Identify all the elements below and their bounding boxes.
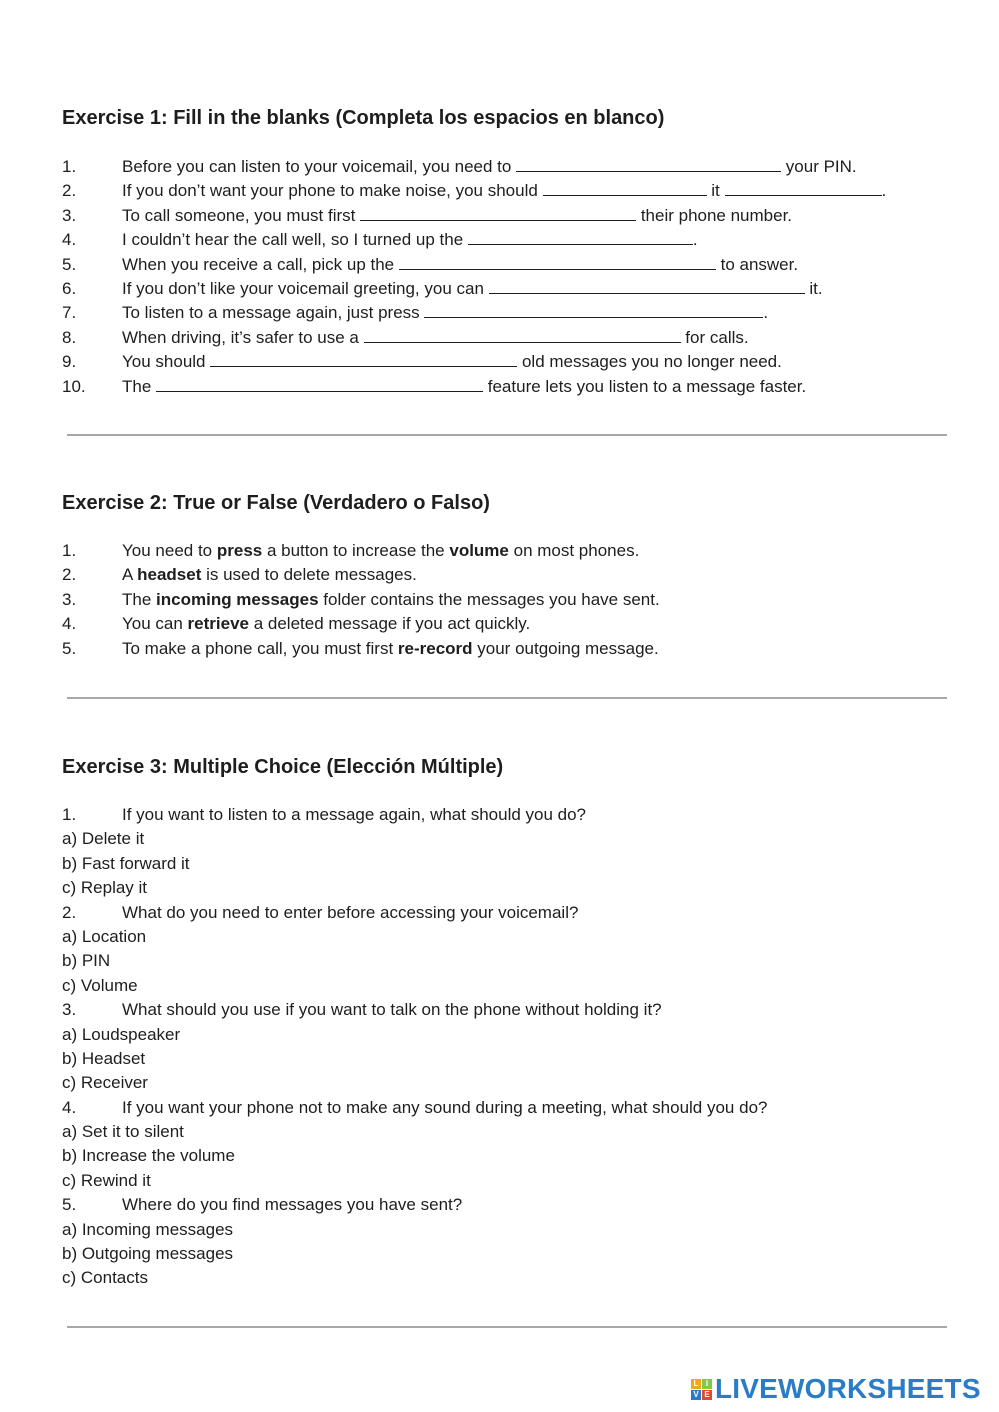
- answer-option[interactable]: a) Incoming messages: [62, 1219, 234, 1239]
- list-item: 1. You need to press a button to increase the volume on most phones.: [62, 541, 640, 560]
- answer-blank[interactable]: [516, 154, 781, 172]
- answer-blank[interactable]: [360, 203, 636, 221]
- answer-blank[interactable]: [399, 252, 716, 270]
- exercise-1-title: Exercise 1: Fill in the blanks (Completa los espacios en blanco): [62, 107, 665, 129]
- exercise-1-list: [62, 154, 886, 398]
- answer-blank[interactable]: [468, 227, 693, 245]
- answer-option[interactable]: c) Contacts: [62, 1268, 148, 1288]
- answer-blank[interactable]: [364, 325, 681, 343]
- answer-blank[interactable]: [725, 178, 882, 196]
- list-item: 2. A headset is used to delete messages.: [62, 565, 417, 585]
- answer-option[interactable]: b) Fast forward it: [62, 853, 190, 873]
- list-item: 10. The feature lets you listen to a message faster.: [62, 374, 886, 398]
- section-divider: [67, 697, 947, 699]
- logo-mark-icon: L I V E: [691, 1379, 712, 1400]
- answer-option[interactable]: c) Receiver: [62, 1073, 148, 1093]
- list-item: 9. You should old messages you no longer need.: [62, 349, 886, 373]
- exercise-3-title: Exercise 3: Multiple Choice (Elección Múltiple): [62, 756, 504, 778]
- list-item: 4. You can retrieve a deleted message if you act quickly.: [62, 614, 531, 634]
- list-item: 7. To listen to a message again, just press .: [62, 300, 886, 324]
- question: 3. What should you use if you want to talk on the phone without holding it?: [62, 1000, 662, 1020]
- section-divider: [67, 1326, 947, 1328]
- list-item: 3. The incoming messages folder contains the messages you have sent.: [62, 589, 660, 609]
- list-item: 4. I couldn’t hear the call well, so I turned up the .: [62, 227, 886, 251]
- answer-blank[interactable]: [156, 374, 483, 392]
- question: 2. What do you need to enter before accessing your voicemail?: [62, 902, 579, 922]
- answer-option[interactable]: b) PIN: [62, 951, 111, 971]
- answer-option[interactable]: c) Volume: [62, 975, 138, 995]
- answer-option[interactable]: a) Location: [62, 926, 147, 946]
- list-item: 5. To make a phone call, you must first re-record your outgoing message.: [62, 638, 659, 658]
- answer-option[interactable]: a) Loudspeaker: [62, 1024, 181, 1044]
- list-item: 3. To call someone, you must first their phone number.: [62, 203, 886, 227]
- list-item: 2. If you don’t want your phone to make noise, you should it .: [62, 178, 886, 202]
- answer-option[interactable]: b) Headset: [62, 1048, 146, 1068]
- list-item: 6. If you don’t like your voicemail greeting, you can it.: [62, 276, 886, 300]
- answer-blank[interactable]: [424, 300, 763, 318]
- question: 5. Where do you find messages you have sent?: [62, 1195, 463, 1215]
- list-item: 1. Before you can listen to your voicemail, you need to your PIN.: [62, 154, 886, 178]
- exercise-2-list: [62, 539, 660, 661]
- answer-option[interactable]: a) Delete it: [62, 829, 145, 849]
- answer-blank[interactable]: [210, 349, 517, 367]
- answer-option[interactable]: c) Replay it: [62, 878, 148, 898]
- section-divider: [67, 434, 947, 436]
- answer-option[interactable]: c) Rewind it: [62, 1170, 151, 1190]
- answer-blank[interactable]: [543, 178, 707, 196]
- answer-option[interactable]: b) Outgoing messages: [62, 1244, 234, 1264]
- list-item: 8. When driving, it’s safer to use a for calls.: [62, 325, 886, 349]
- answer-option[interactable]: b) Increase the volume: [62, 1146, 235, 1166]
- answer-blank[interactable]: [489, 276, 805, 294]
- exercise-2-title: Exercise 2: True or False (Verdadero o Falso): [62, 492, 490, 514]
- logo-text: LIVEWORKSHEETS: [715, 1373, 981, 1404]
- liveworksheets-logo[interactable]: [691, 1374, 981, 1404]
- exercise-3-list: [62, 803, 767, 1291]
- question: 4. If you want your phone not to make any sound during a meeting, what should you do?: [62, 1097, 768, 1117]
- list-item: 5. When you receive a call, pick up the to answer.: [62, 252, 886, 276]
- question: 1. If you want to listen to a message again, what should you do?: [62, 805, 587, 824]
- answer-option[interactable]: a) Set it to silent: [62, 1122, 184, 1142]
